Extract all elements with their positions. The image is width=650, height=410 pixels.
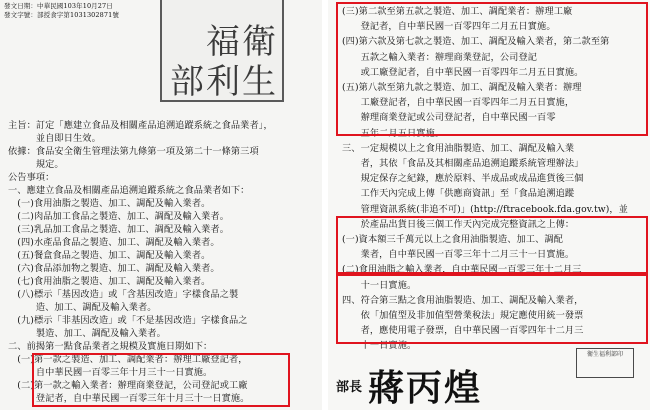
- text-line: (五)餐盒食品之製造、加工、調配及輸入業者。: [8, 250, 211, 261]
- text-line: 四、符合第三點之食用油脂製造、加工、調配及輸入業者，: [342, 294, 584, 306]
- text-line: (七)食用油脂之製造、加工、調配及輸入業者。: [8, 276, 211, 287]
- text-line: (九)標示「非基因改造」或「不是基因改造」字樣食品之: [8, 315, 248, 326]
- text-line: 並自即日生效。: [8, 133, 101, 144]
- text-line: 登記者，自中華民國一百零三年十月三十一日實施。: [8, 393, 250, 404]
- text-line: (三)乳品加工食品之製造、加工、調配及輸入業者。: [8, 224, 229, 235]
- minister-label: 部長: [336, 380, 363, 395]
- text-line: 十一日實施。: [342, 340, 417, 352]
- text-line: 者，其依「食品及其相關產品追溯追蹤系統管理辦法」: [342, 158, 584, 169]
- text-line: 一、應建立食品及相關產品追溯追蹤系統之食品業者如下：: [8, 185, 250, 196]
- highlight-box: [32, 353, 290, 407]
- document-page-left: [0, 0, 322, 410]
- text-line: (二)第一款之輸入業者：辦理商業登記，公司登記或工廠: [8, 380, 248, 391]
- text-line: (二)肉品加工食品之製造、加工、調配及輸入業者。: [8, 211, 229, 222]
- text-line: 公告事項：: [8, 172, 55, 183]
- text-line: 工作天內完成上傳「供應商資訊」至「食品追溯追蹤: [342, 188, 575, 200]
- text-line: (四)水產品食品之製造、加工、調配及輸入業者。: [8, 237, 220, 248]
- text-line: 五款之輸入業者：辦理商業登記，公司登記: [342, 51, 538, 63]
- meta-doc-number: 發文字號：部授食字第1031302871號: [4, 11, 119, 19]
- text-line: (三)第二款至第五款之製造、加工、調配業者：辦理工廠: [342, 6, 573, 17]
- text-line: 管理資訊系統(非追不可)」(http://ftracebook.fda.gov.tw)，並: [342, 203, 628, 215]
- text-line: (一)食用油脂之製造、加工、調配及輸入業者。: [8, 198, 211, 209]
- highlight-box: [336, 216, 648, 276]
- text-line: 工廠登記者，自中華民國一百零四年二月五日實施，: [342, 97, 575, 109]
- text-line: 自中華民國一百零三年十月三十一日實施。: [8, 367, 213, 378]
- text-line: 依據：食品安全衛生管理法第九條第一項及第二十一條第三項: [8, 146, 259, 157]
- text-line: 辦理商業登記或公司登記者，自中華民國一百零: [342, 112, 556, 124]
- document-page-right: [328, 0, 650, 410]
- text-line: 於產品出貨日後三個工作天內完成完整資訊之上傳：: [342, 218, 575, 230]
- text-line: (五)第八款至第九款之製造、加工、調配及輸入業者：辦理: [342, 82, 582, 93]
- text-line: (一)資本額三千萬元以上之食用油脂製造、加工、調配: [342, 234, 563, 245]
- highlight-box: [336, 2, 648, 136]
- text-line: 業者，自中華民國一百零三年十二月三十一日實施。: [342, 249, 575, 261]
- text-line: 登記者，自中華民國一百零四年二月五日實施。: [342, 21, 556, 33]
- text-line: 規定。: [8, 159, 64, 170]
- text-line: (一)第一款之製造、加工、調配業者：辦理工廠登記者，: [8, 354, 248, 365]
- text-line: 主旨：訂定「應建立食品及相關產品追溯追蹤系統之食品業者」，: [8, 120, 273, 131]
- highlight-box: [336, 272, 648, 344]
- text-line: 製造、加工、調配及輸入業者。: [8, 328, 166, 339]
- official-stamp: 衛生福利部印: [576, 348, 634, 378]
- text-line: 三、一定規模以上之食用油脂製造、加工、調配及輸入業: [342, 142, 575, 154]
- text-line: 五年二月五日實施。: [342, 127, 445, 139]
- text-line: 依「加值型及非加值型營業稅法」規定應使用統一發票: [342, 310, 584, 321]
- text-line: (六)食品添加物之製造、加工、調配及輸入業者。: [8, 263, 220, 274]
- official-seal: 部 利 生 福 衛: [160, 0, 284, 102]
- text-line: 十一日實施。: [342, 279, 417, 291]
- text-line: 二、前揭第一點食品業者之規模及實施日期如下：: [8, 341, 213, 352]
- text-line: (八)標示「基因改造」或「含基因改造」字樣食品之製: [8, 289, 239, 300]
- minister-signature: 蔣丙煌: [368, 367, 483, 409]
- text-line: (四)第六款及第七款之製造、加工、調配及輸入業者，第二款至第: [342, 36, 610, 48]
- text-line: 造、加工、調配及輸入業者。: [8, 302, 157, 313]
- text-line: (二)食用油脂之輸入業者，自中華民國一百零三年十二月三: [342, 264, 582, 276]
- meta-date: 發文日期：中華民國103年10月27日: [4, 2, 113, 10]
- text-line: 者，應使用電子發票，自中華民國一百零四年十二月三: [342, 325, 584, 337]
- text-line: 規定保存之紀錄，應於原料、半成品或成品進貨後三個: [342, 173, 584, 185]
- text-line: 或工廠登記者，自中華民國一百零四年二月五日實施。: [342, 66, 584, 78]
